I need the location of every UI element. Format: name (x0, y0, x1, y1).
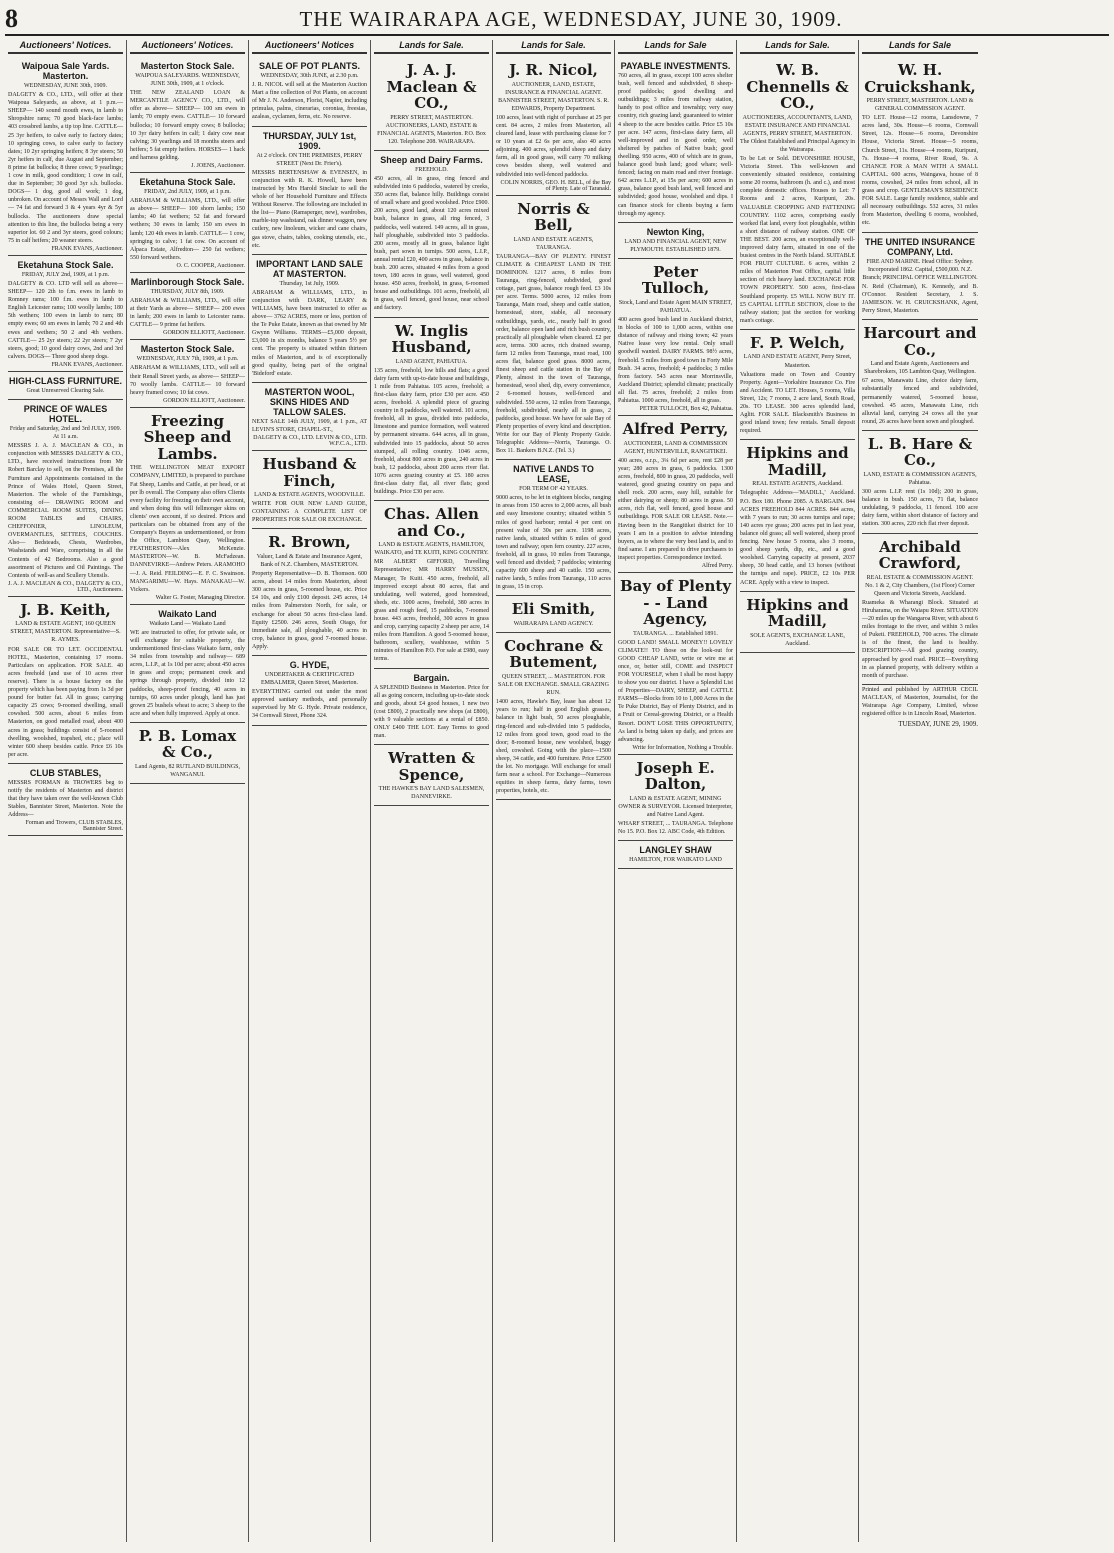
ad-title: Sheep and Dairy Farms. (380, 154, 483, 165)
ad-body: 100 acres, least with right of purchase at 25 per cent. 84 acres, 2 miles from Masterton, all cleared land, lease with purchasing clause for 7 or 10 years at £2 6s per acre, also 40 acres adjoining. 400 acres, splendid sheep and dairy farm, all in good grass, will carry 70 milking cows besides sheep, well watered and subdivided into well-fenced paddocks. (496, 114, 611, 178)
ad-signature: J. JOENS, Auctioneer. (191, 163, 245, 170)
ad-subtitle: LAND & ESTATE AGENTS, WOODVILLE. (254, 492, 365, 498)
column-2 (127, 40, 249, 1542)
ad-signature: GORDON ELLIOTT, Auctioneer. (163, 397, 245, 404)
ad-signature: Alfred Perry. (701, 563, 733, 569)
advertisement (374, 501, 489, 668)
ad-title: Eli Smith, (511, 600, 596, 619)
advertisement (618, 841, 733, 869)
ad-subtitle: LAND AGENT, PAHIATUA. (395, 358, 468, 365)
ad-subtitle: PERRY STREET, MASTERTON. AUCTIONEERS, LAND, ESTATE & FINANCIAL AGENTS, Masterton. P.O. Box 120. Telephone 208. WAIRARAPA. (377, 114, 486, 145)
ad-subtitle: LAND & ESTATE AGENTS, HAMILTON, WAIKATO, and TE KUITI, KING COUNTRY. (374, 542, 489, 557)
ad-body: 400 acres good bush land in Auckland district, in blocks of 100 to 1,000 acres, within one distance of railway and rising town; 42 years Native lease very low rental. Only small goodwill wanted. DAIRY FARMS. 98½ acres, freehold. 5 miles from good town in Forty Mile Bush. 34 acres, freehold; 4 paddocks; 3 miles from factory. 543 acres near Morrinsville, Auckland District; splendid climate; practically all flat. 75 acres, freehold; 2 miles from Pahiatua. 1000 acres, freehold, all in grass. (618, 317, 733, 404)
advertisement (618, 755, 733, 841)
ad-title: Waikato Land (158, 608, 217, 619)
column-heading: Auctioneers' Notices. (130, 40, 245, 54)
advertisement (374, 151, 489, 318)
advertisement (862, 320, 978, 431)
ad-body: ABRAHAM & WILLIAMS, LTD., will sell at their Renall Street yards, as above— SHEEP— 70 woolly lambs. CATTLE— 10 forward heavy framed cows; 10 fat cows. (130, 365, 245, 396)
advertisement (8, 372, 123, 400)
ad-subtitle: LAND & ESTATE AGENT, 160 QUEEN STREET, MASTERTON. Representative—S. R. AYMES. (10, 621, 121, 644)
ad-subtitle: Waikato Land — Waikato Land (149, 620, 226, 627)
ad-signature: O. C. COOPER, Auctioneer. (176, 262, 245, 269)
advertisement (252, 451, 367, 529)
ad-signature: Write for Information, Nothing a Trouble. (632, 744, 733, 751)
advertisement (252, 127, 367, 255)
ad-subtitle: LAND & ESTATE AGENT, MINING OWNER & SURVEYOR. Licensed Interpreter, and Native Land Agent. (618, 795, 733, 818)
ad-title: Hipkins and Madill, (746, 444, 849, 479)
ad-subtitle: Land Agents, 82 RUTLAND BUILDINGS, WANGANUI. (135, 763, 240, 779)
advertisement (496, 633, 611, 800)
ad-signature: J. A. J. MACLEAN & CO., DALGETY & CO., LTD., Auctioneers. (8, 580, 123, 593)
ad-subtitle: AUCTIONEERS, ACCOUNTANTS, LAND, ESTATE INSURANCE AND FINANCIAL AGENTS, PERRY STREET, MASTERTON. The Oldest Established and Principal Agency in the Wairarapa. (740, 114, 855, 153)
column-heading: Lands for Sale (862, 40, 978, 54)
ad-body: DALGETY & CO. LTD will sell as above— SHEEP— 120 2th to f.m. ewes in lamb to Romney rams; 100 f.m. ewes in lamb to English Leicester rams; 100 woolly lambs; 180 5th wethers; 100 ewes in lamb to ram; 80 empty ewes; 60 sm ewes in lamb; 70 2 and 4th ewes and wethers; 50 2 and 4th wethers. CATTLE— 25 2yr steers; 22 2yr steers; 7 2yr steers, good; 10 good dairy cows, 2nd and 3rd calvers. DOGS— Three good sheep dogs. (8, 280, 123, 360)
ad-subtitle: At 2 o'clock. ON THE PREMISES, PERRY STREET (Next Dr. Frier's). (256, 152, 363, 167)
imprint-date: TUESDAY, JUNE 29, 1909. (898, 720, 978, 729)
newspaper-page (5, 4, 1109, 1544)
ad-subtitle: TAURANGA. ... Established 1891. (633, 630, 718, 637)
ad-subtitle: Valuer, Land & Estate and Insurance Agent, Bank of N.Z. Chambers, MASTERTON. (256, 553, 363, 568)
ad-title: Husband & Finch, (262, 455, 357, 490)
advertisement (618, 57, 733, 223)
ad-subtitle: QUEEN STREET, ... MASTERTON. FOR SALE OR EXCHANGE. SMALL GRAZING RUN. (498, 673, 609, 697)
column-heading: Auctioneers' Notices (252, 40, 367, 54)
ad-body: Valuations made on Town and Country Property. Agent—Yorkshire Insurance Co. Fire and Accident. TO LET. Houses, 5 rooms, Villa Street, 12s; 7 rooms, 2 acre land, South Road, 20s. TO LEASE. 300 acres splendid land, Aglitt. FOR SALE. Blacksmith's Business in good inland town; few rentals. Small deposit required. (740, 371, 855, 435)
advertisement (618, 223, 733, 259)
ad-subtitle: HAMILTON, FOR WAIKATO LAND (629, 857, 722, 864)
advertisement (130, 605, 245, 723)
ad-title: Alfred Perry, (622, 420, 729, 439)
ad-signature: FRANK EVANS, Auctioneer. (51, 361, 123, 368)
ad-subtitle: AUCTIONEER, LAND & COMMISSION AGENT, HUNTERVILLE, RANGITIKEI. (623, 440, 728, 455)
ad-title: Hipkins and Madill, (746, 595, 849, 631)
ad-title: Wratten & Spence, (388, 749, 475, 784)
ad-title: Waipoua Sale Yards. Masterton. (21, 61, 110, 81)
ad-title: SALE OF POT PLANTS. (258, 61, 360, 71)
ad-subtitle: FIRE AND MARINE. Head Office: Sydney. Incorporated 1862. Capital, £500,000. N.Z. Branch; PRINCIPAL OFFICE WELLINGTON. (862, 258, 978, 281)
advertisement (618, 259, 733, 416)
advertisement (374, 57, 489, 151)
ad-title: MASTERTON WOOL, SKINS HIDES AND TALLOW SALES. (264, 386, 355, 417)
ad-title: IMPORTANT LAND SALE AT MASTERTON. (256, 258, 363, 279)
ad-title: R. Brown, (268, 533, 351, 552)
advertisement (862, 431, 978, 534)
column-4 (371, 40, 493, 1542)
advertisement (862, 233, 978, 321)
ad-subtitle: LAND AND ESTATE AGENTS, TAURANGA. (513, 236, 594, 251)
column-heading: Lands for Sale (618, 40, 733, 54)
ad-subtitle: FRIDAY, 2nd JULY, 1909, at 1 p.m. (144, 189, 231, 196)
ad-body: MESSRS FORMAN & TROWERS beg to notify the residents of Masterton and district that they have taken over the well-known Club Stables, Bannister Street, Masterton. Note the Address— (8, 779, 123, 819)
column-3 (249, 40, 371, 1542)
ad-body: ABRAHAM & WILLIAMS, LTD., in conjunction with DARK, LEARY & WILLIAMS, have been instructed to offer as above— 3762 ACRES, more or less, portion of the Te Puke Estate, known as that owned by Mr Gwynn Williams. TERMS—£5,000 deposit, £3,000 in six months, balance 5 years 5½ per cent. The property is situated within thirteen miles of Masterton, and is of exceptionally good quality, being part of the original 'Bideford' estate. (252, 289, 367, 377)
column-heading: Lands for Sale. (496, 40, 611, 54)
page-number: 8 (5, 4, 18, 33)
ad-body: Property Representative—D. B. Thomson. 600 acres, about 14 miles from Masterton, about 300 acres in grass, 5-roomed house, etc. Price £4 10s, and only £100 deposit. 245 acres, 14 miles from Palmerston North, for sale, or exchange for about 50 acres first-class land. Equity £2500. 246 acres, South Otago, for immediate sale, all ploughable, 40 acres in crop, balance in grass, good 7-roomed house. Apply. (252, 571, 367, 650)
advertisement (862, 534, 978, 685)
ad-body: A SPLENDID Business in Masterton. Price for all as going concern, including up-to-date stock and goods, about £4 good houses, 1 new two (cost £800), 2 practically new shops (at £800), with 9 valuable sections at a rental of £850. ONLY £400 THE LOT. Easy Terms to good man. (374, 684, 489, 740)
column-7 (737, 40, 859, 1542)
ad-subtitle: THURSDAY, JULY 8th, 1909. (150, 288, 225, 295)
advertisement (740, 330, 855, 440)
ad-subtitle: Land and Estate Agents, Auctioneers and Sharebrokers, 105 Lambton Quay, Wellington. (864, 361, 976, 376)
ad-subtitle: REAL ESTATE & COMMISSION AGENT. No. 1 & 2, City Chambers, (1st Floor) Corner Queen and Victoria Streets, Auckland. (865, 574, 975, 597)
advertisement (8, 57, 123, 256)
advertisement (130, 408, 245, 605)
ad-body: 450 acres, all in grass, ring fenced and subdivided into 6 paddocks, watered by creeks, 350 acres flat, balance hilly. Buildings consist of small whare and good woolshed. Price £900. 200 acres, good land, about 120 acres mixed bush, balance in grass, all ring fenced, 3 paddocks, well watered. 149 acres, all in grass, half ploughable, subdivided into 3 paddocks. 200 acres, mostly all in grass, balance light bush, part sown in turnips. 500 acres, L.I.P., annual rental £20, 400 acres in grass, balance in bush. 200 acres, situated 4 miles from a good town, 180 acres in grass, well watered, good house. 450 acres, freehold, in grass, 6-roomed house and outbuildings. 101 acres, freehold, all in grass, well fenced, good house, near school and factory. (374, 175, 489, 312)
ad-body: 67 acres, Manawatu Line, choice dairy farm, substantially fenced and subdivided, permanently watered, 5-roomed house, cowshed. 45 acres, Manawatu Line, rich alluvial land, carrying 24 cows all the year round, 26 acres have been sown and ploughed. (862, 378, 978, 425)
ad-title: G. HYDE, (289, 660, 330, 670)
ad-body: ABRAHAM & WILLIAMS, LTD., will offer as above— SHEEP— 100 shorn lambs; 150 lambs; 40 fat wethers; 52 fat and forward wethers; 30 ewes in lamb; 150 sm ewes in lamb; 120 4th ewes in lamb. CATTLE— 1 cow, springing to calve; 1 fat cow. On account of Alpaca Estate, Alfredton— 250 fat wethers; 550 forward wethers. (130, 198, 245, 261)
ad-signature: Walter G. Foster, Managing Director. (155, 594, 245, 601)
ad-body: FOR SALE OR TO LET. OCCIDENTAL HOTEL, Masterton, containing 17 rooms. Particulars on application. FOR SALE. 40 acres freehold (and use of 10 acres river reserve). There is a house factory on the property which has been paying from 1s 3d per pound for butter fat. All in grass; carrying capacity 25 cows; 9-roomed dwelling, small cowshed. 500 acres, about 6 miles from Masterton, on good metalled road, about 400 acres in grass; buildings consist of 5-roomed dwelling, woolshed, trapshed, etc.; place will winter 600 sheep besides cattle. Price £6 10s per acre. (8, 646, 123, 758)
ad-title: W. Inglis Husband, (391, 321, 472, 357)
ad-body: GOOD LAND! SMALL MONEY!! LOVELY CLIMATE!! TO those on the look-out for GOOD CHEAP LAND, write or wire me at once, or, better still, COME and INSPECT FOR YOURSELF, when I shall be most happy to show you our district. I have a Splendid List of Properties—DAIRY, SHEEP, and CATTLE FARMS—Blocks from 10 to 1,000 Acres in the Te Puke District, Bay of Plenty District, and in a Fruit or Cereal-growing District, or a Health Resort. DON'T LOSE THIS OPPORTUNITY, As land is being taken up daily, and prices are advancing. (618, 639, 733, 743)
ad-subtitle: LAND, ESTATE & COMMISSION AGENTS, Pahiatua. (863, 471, 977, 486)
ad-signature: GORDON ELLIOTT, Auctioneer. (163, 330, 245, 337)
ad-title: Norris & Bell, (517, 199, 590, 235)
ad-title: J. B. Keith, (20, 600, 111, 619)
ad-title: NATIVE LANDS TO LEASE, (513, 464, 594, 485)
advertisement (496, 57, 611, 196)
ad-subtitle: WEDNESDAY, 30th JUNE, at 2.30 p.m. (260, 73, 359, 79)
advertisement (496, 196, 611, 461)
ad-title: Newton King, (646, 226, 705, 237)
ad-title: THE UNITED INSURANCE COMPANY, Ltd. (864, 236, 975, 257)
ad-subtitle: WEDNESDAY, JUNE 30th, 1909. (23, 83, 107, 89)
advertisement (374, 745, 489, 806)
advertisement (130, 723, 245, 784)
ad-subtitle: WAIPOUA SALEYARDS. WEDNESDAY, JUNE 30th, 1909, at 1 o'clock. (135, 73, 240, 88)
ad-title: Eketahuna Stock Sale. (139, 177, 236, 188)
advertisement (130, 273, 245, 340)
ad-subtitle: LAND AND ESTATE AGENT, Perry Street, Masterton. (743, 354, 852, 369)
ad-title: W. B. Chennells & CO., (746, 61, 849, 112)
ad-subtitle: FOR TERM OF 42 YEARS. (519, 486, 588, 493)
ad-body: MESSRS J. A. J. MACLEAN & CO., in conjunction with MESSRS DALGETY & CO., LTD., have received instructions from Mr Robert Barclay to sell, on the Premises, all the Furniture and Appointments contained in the Prince of Wales Hotel, Queen Street, Masterton. The whole of the Furnishings, consisting of— DRAWING ROOM and COMMERCIAL ROOM SUITES, DINING ROOM TABLES and CHAIRS, CHEFFONIER, LINOLEUM, OVERMANTLES, SETTEES, COUCHES. Also— Bedsteads, Chests, Wardrobes, Washstands and Ware, comprising in all the Contents of 42 Bedrooms. Also a good assortment of Pictures and Oil Paintings. The Contents of well-as and Scullery Utensils. (8, 443, 123, 579)
ad-title: PAYABLE INVESTMENTS. (620, 61, 731, 71)
advertisement (252, 656, 367, 726)
advertisement (130, 340, 245, 407)
ad-body: 1400 acres, Hawke's Bay, lease has about 12 years to run; half in good English grasses, balance in light bush, 50 acres ploughable, ring-fenced and sub-divided into 5 paddocks, 12 miles from good town, good road to the door; 8-roomed house, new woolshed, buggy shed, cowshed. Going with the place—1500 sheep, 34 cattle, and 400 furniture. Price £2500 the lot. No mortgage. Will exchange for small farm near a school. For Exchange—Numerous equities in sheep farms, dairy farms, town properties, hotels, etc. (496, 699, 611, 795)
ad-body: EVERYTHING carried out under the most approved sanitary methods, and personally supervised by Mr G. Hyde. Private residence, 34 Cornwall Street, Phone 324. (252, 689, 367, 720)
ad-body: TO LET. House—12 rooms, Lansdowne, 7 acres land, 30s. House—6 rooms, Cornwall Street, 12s. House—6 rooms, Devonshire House, Victoria Street. House—5 rooms, Church Street, 11s. House—4 rooms, Kuripuni, 7s. House—4 rooms, River Road, 9s. A CHANCE FOR A MAN WITH A SMALL CAPITAL. 600 acres, Waingawa, house of 8 rooms, cowshed, 24 miles from school, all in grass and crop. GENTLEMAN'S RESIDENCE FOR SALE. Large family residence, stable and all necessary outbuildings. 532 acres, 31 miles from Masterton, dwelling 6 rooms, woolshed, etc. (862, 115, 978, 227)
advertisement (862, 57, 978, 233)
ad-subtitle: WAIRARAPA LAND AGENCY. (513, 620, 594, 627)
ad-subtitle: WEDNESDAY, JULY 7th, 1909, at 1 p.m. (136, 356, 239, 363)
ad-title: Masterton Stock Sale. (140, 61, 235, 71)
ad-body: 300 acres L.I.P. rent (1s 10d); 200 in grass, balance in bush. 150 acres, 71 flat, balance undulating, 9 paddocks, 11 fenced. 100 acre dairy farm, within short distance of factory and station. 300 acres, 220 rich flat river deposit. (862, 489, 978, 528)
ad-title: W. H. Cruickshank, (864, 61, 976, 96)
ad-subtitle: Stock, Land and Estate Agent MAIN STREET, PAHIATUA. (618, 299, 733, 314)
advertisement (8, 256, 123, 372)
advertisement (618, 573, 733, 755)
printer-imprint: Printed and published by ARTHUR CECIL MACLEAN, of Masterton, Journalist, for the Wairarapa Age Company, Limited, whose registered office is in Lincoln Road, Masterton. (862, 686, 978, 718)
ad-title: J. R. Nicol, (509, 61, 598, 79)
advertisement (618, 416, 733, 573)
advertisement (252, 255, 367, 383)
ad-subtitle: REAL ESTATE AGENTS, Auckland. (752, 481, 843, 488)
ad-subtitle: Thursday, 1st July, 1909. (279, 280, 340, 287)
ad-body: WHARF STREET, ... TAURANGA. Telephone No 15. P.O. Box 12. ABC Code, 4th Edition. (618, 821, 733, 836)
advertisement (374, 669, 489, 746)
masthead-title: THE WAIRARAPA AGE, WEDNESDAY, JUNE 30, 1909. (299, 6, 843, 31)
advertisement (8, 400, 123, 597)
ad-signature: COLIN NORRIS, GEO. H. BELL, of the Bay of Plenty. Late of Taranaki. (500, 179, 611, 192)
advertisement (130, 173, 245, 273)
ad-body: J. R. NICOL will sell at the Masterton Auction Mart a fine collection of Pot Plants, on account of Mr J. N. Anderson, Florist, Napier, including primulas, palms, cinerarias, coronias, freesias, azaleas, cyclamen, ferns, etc. No reserve. (252, 82, 367, 121)
ad-body: To be Let or Sold. DEVONSHIRE HOUSE, Victoria Street. This well-known and conveniently situated residence, containing some 20 rooms, bathroom (h. and c.), and most complete domestic offices. Houses to Let: 7 Rooms and 2 acres, Kuripuni, 20s. VALUABLE CROPPING AND FATTENING COUNTRY. 1102 acres, comprising easily worked flat land, every foot ploughable, within a short distance of railway station. ONE OF THE BEST. 200 acres, an exceptionally well-improved dairy farm, situated in one of the busiest centres in the North Island. SUITABLE FOR FRUIT CULTURE. 6 acres, within 2 miles of Masterton Post Office, capital little section of rich heavy land. EXCHANGE FOR TOWN PROPERTY. 500 acres, first-class Southland property. £5 WILL NOW BUY IT. £5 CAPITAL LITTLE SECTION, close to the railway station; just the section for working man's cottage. (740, 155, 855, 324)
ad-title: L. B. Hare & Co., (867, 434, 973, 470)
ad-subtitle: LAND AND FINANCIAL AGENT, NEW PLYMOUTH. ESTABLISHED 1879. (624, 238, 727, 253)
ad-title: HIGH-CLASS FURNITURE. (9, 375, 122, 386)
advertisement (740, 440, 855, 591)
ad-body: Ruameka & Wharangi Block. Situated at Hiruharama, on the Waiapu River. SITUATION—20 miles up the Wangaroa River, with about 6 miles frontage to the river, and within 3 miles of Puketi. FREEHOLD, 700 acres. The climate is of the finest, the land is healthy. DESCRIPTION—All good grazing country, approached by good road. PRICE—Everything in as planned property, with delivery within a month of purchase. (862, 599, 978, 679)
ad-title: Bargain. (413, 672, 450, 683)
ad-body: 9000 acres, to be let in eighteen blocks, ranging in areas from 150 acres to 2,000 acres, all bush and easy limestone country; situated within 5 miles of good harbour; rental 4 per cent on present value of 30s per acre. 1198 acres, native lands, situated within 6 miles of good town and railway; open fern country. 227 acres, freehold, all in grass, 10 miles from Tauranga, well fenced and divided; 7 paddocks; wintering capacity 600 sheep and 40 cattle. 150 acres, native lands, 5 miles from Tauranga, 110 acres in grass, 15 in crop. (496, 495, 611, 591)
advertisement (252, 383, 367, 451)
ad-signature: DALGETY & CO., LTD. LEVIN & CO., LTD. W.F.C.A., LTD. (253, 435, 367, 447)
ad-subtitle: AUCTIONEER, LAND, ESTATE, INSURANCE & FINANCIAL AGENT. BANNISTER STREET, MASTERTON. S. R. EDWARDS, Property Department. (498, 81, 609, 112)
ad-body: 400 acres, o.r.p., 3¼ 6d per acre, rent £28 per year; 280 acres in grass, 6 paddocks. 1300 acres, freehold, 800 in grass, 20 paddocks, well watered, good grazing country on papa and shell rock. 200 acres, easy hill, suitable for either dairying or sheep; 80 acres in grass. 50 acres, rich flat, well fenced, good house and outbuildings. FOR SALE OR LEASE. Note.—Having been in the Rangitikei district for 10 years I am in a position to advise intending buyers, as to where the very best land is, and to find same. I am prepared to drive purchasers to inspect properties. Correspondence invited. (618, 457, 733, 561)
advertisement (374, 318, 489, 502)
column-6 (615, 40, 737, 1542)
ad-signature: PETER TULLOCH, Box 42, Pahiatua. (639, 406, 733, 413)
ad-title: P. B. Lomax & Co., (138, 726, 237, 762)
advertisement (740, 57, 855, 330)
ad-title: J. A. J. Maclean & CO., (386, 61, 477, 112)
ad-body: Telegraphic Address—'MADILL,' Auckland. P.O. Box 180. Phone 2085. A BARGAIN. 844 ACRES FREEHOLD 844 ACRES. 844 acres, with 7 years to run; 30 acres turnips and rape; 140 acres rye grass; 200 acres put in last year, balance old grass; all well watered, sheep proof fencing. New house 5 rooms, also 3 rooms, good sheep yards, dip, etc., and a good woolshed. Carrying capacity at present, 2037 sheep, 30 head cattle, and 13 horses (without the turnips and rape). PRICE, £2 10s PER ACRE. Apply with a view to inspect. (740, 490, 855, 586)
ad-signature: Forman and Trowers, CLUB STABLES, Bannister Street. (25, 820, 123, 833)
ad-title: Eketahuna Stock Sale. (17, 259, 114, 270)
advertisement (496, 460, 611, 596)
ad-subtitle: FREEHOLD. (415, 166, 448, 173)
ad-title: THURSDAY, JULY 1st, 1909. (262, 130, 357, 151)
column-5 (493, 40, 615, 1542)
column-1 (5, 40, 127, 1542)
ad-title: Bay of Plenty - - Land Agency, (619, 577, 732, 628)
ad-title: Marlinborough Stock Sale. (130, 276, 245, 287)
ad-subtitle: PERRY STREET, MASTERTON. LAND & GENERAL COMMISSION AGENT. (866, 98, 974, 113)
advertisement (740, 592, 855, 653)
masthead (5, 4, 1109, 36)
ad-title: PRINCE OF WALES HOTEL. (23, 404, 108, 424)
ad-body: N. Reid (Chairman), K. Kennedy, and B. O'Connor. Resident Secretary, J. S. JAMIESON. W. H. CRUICKSHANK, Agent, Perry Street, Masterton. (862, 283, 978, 315)
ad-subtitle: FRIDAY, JULY 2nd, 1909, at 1 p.m. (21, 271, 110, 278)
ad-subtitle: Friday and Saturday, 2nd and 3rd JULY, 1909. At 11 a.m. (9, 426, 122, 441)
ad-title: Joseph E. Dalton, (636, 758, 715, 794)
ad-title: LANGLEY SHAW (639, 845, 712, 856)
ad-subtitle: THE HAWKE'S BAY LAND SALESMEN, DANNEVIRKE. (378, 786, 485, 801)
advertisement (8, 764, 123, 836)
columns (5, 40, 1109, 1542)
ad-body: MESSRS BERTENSHAW & EVENSEN, in conjunction with R. K. Howell, have been instructed by Mrs Harold Sinclair to sell the whole of her Household Furniture and Effects Without Reserve. The following are included in the list— Piano (Ramsperger, new), wardrobes, marble-top washstand, oak dinner waggon, new cutlery, new linoleum, wicker and cane chairs, gas stove, chairs, tables, cooking utensils, etc., etc. (252, 169, 367, 249)
ad-body: DALGETY & CO., LTD., will offer at their Waipoua Saleyards, as above, at 1 p.m.— SHEEP— 140 sound mouth ewes, in lamb to Shropshire rams; 70 good black-face lambs; 403 crossbred lambs, a tip top line. CATTLE— 25 3yr heifers, to calve early to factory dates; 10 springing cows, to calve early to factory dates; 10 2yr springing heifers; 8 3yr steers; 50 2yr heifers in calf, due August and September; 8 prime fat bullocks; 8 three cows; 9 yearlings; 1 cow in milk, good condition; 1 cow in calf, due in September; 30 good 3yr s.h. bullocks. DOGS— 1 dog, good all work; 1 dog, unbroken. On account of Messrs Wall and Lord— 74 fat and forward 3 & 4 years 4yr & 5yr bullocks. The auctioneers draw special attention to this line, the bullocks being a very superior lot. 60 2 and 3yr steers, good colours; 75 in calf heifers; 20 weaner steers. (8, 92, 123, 244)
advertisement (8, 597, 123, 764)
column-heading: Lands for Sale. (374, 40, 489, 54)
column-heading: Auctioneers' Notices. (8, 40, 123, 54)
advertisement (252, 529, 367, 656)
ad-body: WRITE FOR OUR NEW LAND GUIDE, CONTAINING A COMPLETE LIST OF PROPERTIES FOR SALE OR EXCHANGE. (252, 501, 367, 524)
ad-body: 760 acres, all in grass, except 100 acres shelter bush, well fenced and subdivided, 8 sheep-proof paddocks; good dwelling and outbuildings; 3 miles from railway station, handy to post office and township; very easy country, rich grazing land; guaranteed to winter 4 sheep to the acre besides cattle. Price £5 10s per acre. 147 acres, first-class dairy farm, all well-improved and in good order, well sheltered by patches of Native bush; good dwelling. 950 acres, 400 of which are in grass, balance good bush land; good whare; well-fenced; facing on main road and river frontage. 642 acres L.I.P., at 15s per acre; 600 acres in grass, balance good bush land, well fenced and subdivided; good house, woolshed and dips. I can finance stock for clients buying a farm through my agency. (618, 73, 733, 217)
ad-signature: FRANK EVANS, Auctioneer. (51, 245, 123, 252)
column-heading: Lands for Sale. (740, 40, 855, 54)
ad-title: Cochrane & Butement, (504, 636, 603, 672)
ad-title: CLUB STABLES, (29, 767, 102, 778)
ad-body: ABRAHAM & WILLIAMS, LTD., will offer at their Yards as above— SHEEP— 200 ewes in lamb; 200 ewes in lamb to Leicester rams. CATTLE— 9 prime fat heifers. (130, 297, 245, 329)
ad-title: Archibald Crawford, (878, 537, 962, 573)
ad-body: 135 acres, freehold, low hills and flats; a good dairy farm with up-to-date house and buildings, 1 mile from Pahiatua. 105 acres, freehold; a first-class dairy farm, price £30 per acre. 450 acres, freehold. A splendid piece of grazing country in 8 paddocks, well watered. 101 acres, freehold, all in grass, divided into paddocks, limestone and pumice formation, well watered by permanent streams. 644 acres, all in grass, subdivided into 15 paddocks, about 50 acres stumped, all rolling country. 1046 acres, freehold, about 800 acres in grass, 240 acres in bush, 12 paddocks, about 200 acres river flat. 1076 acres grazing country at £5. 180 acres first-class dairy flat, all river flats; good buildings. Price £30 per acre. (374, 367, 489, 496)
ad-subtitle: Great Unreserved Clearing Sale. (26, 387, 105, 394)
ad-title: Harcourt and Co., (863, 324, 977, 359)
ad-subtitle: UNDERTAKER & CERTIFICATED EMBALMER, Queen Street, Masterton. (261, 672, 358, 687)
advertisement (130, 57, 245, 173)
ad-body: TAURANGA—BAY OF PLENTY. FINEST CLIMATE & CHEAPEST LAND IN THE DOMINION. 1217 acres, 8 miles from Tauranga, ring-fenced, subdivided, good cottage, part grass, balance rough feed. £3 10s per acre. Terms. 5000 acres, 12 miles from Tauranga, Main road, sheep and cattle station, homestead, store, stable, all necessary outbuildings, yards, etc., nearly half in good order, balance open land and rich bush country, practically all ploughable when cleared. £2 per acre, terms. 300 acres, rich drained swamp, farm 12 miles from Tauranga, must road, 100 acres flat, balance good grass. 8000 acres, finest sheep and cattle station in the Bay of Plenty, almost in the town of Tauranga, homestead, wool shed, dip, every convenience, 2 6-roomed houses, well-fenced and subdivided. 550 acres, 12 miles from Tauranga, freehold, subdivided, nearly all in grass, 2 paddocks, good house. We have for sale Bay of Plenty properties of every kind and description. Write for our Bay of Plenty Property Guide. Telegraphic Address—Norris, Tauranga. O. Box 11. Bankers B.N.Z. (Tel. 3.) (496, 253, 611, 455)
ad-title: Masterton Stock Sale. (140, 344, 235, 355)
ad-title: Peter Tulloch, (641, 262, 710, 298)
ad-body: MR ALBERT GIFFORD, Travelling Representative; MR HARRY MUSSEN, Manager, Te Kuiti. 450 acres, freehold, all improved except about 80 acres, flat and undulating, well watered, good homestead, sheds, etc. 1000 acres, freehold, 380 acres in grass and rough feed, 15 paddocks, 7-roomed house. 443 acres, freehold, 300 acres in grass and crop, carrying capacity 2 sheep per acre, 14 miles from Hamilton. A good 5-roomed house, bathroom, scullery, washhouse, within 5 minutes of Hamilton P.O. For sale at £980, easy terms. (374, 559, 489, 663)
ad-title: F. P. Welch, (750, 333, 845, 352)
ad-body: THE WELLINGTON MEAT EXPORT COMPANY, LIMITED, is prepared to purchase Fat Sheep, Lambs and Cattle, at per head, or at per lb overall. The Company also offers Clients every facility for freezing on their own account, and when doing this will fellmonger skins on clients' own account, if so desired. Prices and particulars can be obtained from any of the Company's Buyers as undermentioned, or from the Office, Lambton Quay, Wellington. FEATHERSTON—Alex McKenzie. MASTERTON—W. B. McFadzean. DANNEVIRKE—Andrew Peters. ARAMOHO—J. A. Reid. FEILDING—E. F. C. Swainson. MANGARIMU—W. Hays. MANAKAU—W. Vickers. (130, 465, 245, 593)
ad-body: WE are instructed to offer, for private sale, or will exchange for suitable property, the undermentioned first-class Waikato farm, only 34 miles from township and railway— 689 acres, L.I.P., at 1s 10d per acre; about 450 acres in grass and crops; permanent creek and springs through property, divided into 12 paddocks, sheep-proof fencing, 40 acres in turnips, 60 acres under plough, land has just grown 25 bushels wheat to acre; 3 sheep to the acre and when fully improved. Apply at once. (130, 629, 245, 717)
ad-subtitle: SOLE AGENTS, EXCHANGE LANE, Auckland. (750, 632, 845, 647)
ad-title: Freezing Sheep and Lambs. (143, 411, 232, 463)
column-8 (859, 40, 981, 1542)
ad-title: Chas. Allen and Co., (384, 505, 479, 540)
ad-body: NEXT SALE 14th JULY, 1909, at 1 p.m., AT LEVIN'S STORE, CHAPEL-ST., (252, 418, 367, 433)
advertisement (496, 596, 611, 633)
ad-body: THE NEW ZEALAND LOAN & MERCANTILE AGENCY CO., LTD., will offer as above— SHEEP— 100 sm ewes in lamb; 70 empty ewes. CATTLE— 10 forward bullocks; 10 forward empty cows; 8 bullocks; 10 3yr dairy heifers in calf; 1 dairy cow near calving; 30 yearlings and 18 months steers and heifers; 5 fat empty heifers. HORSES— 1 hack and harness gelding. (130, 90, 245, 161)
advertisement (252, 57, 367, 127)
